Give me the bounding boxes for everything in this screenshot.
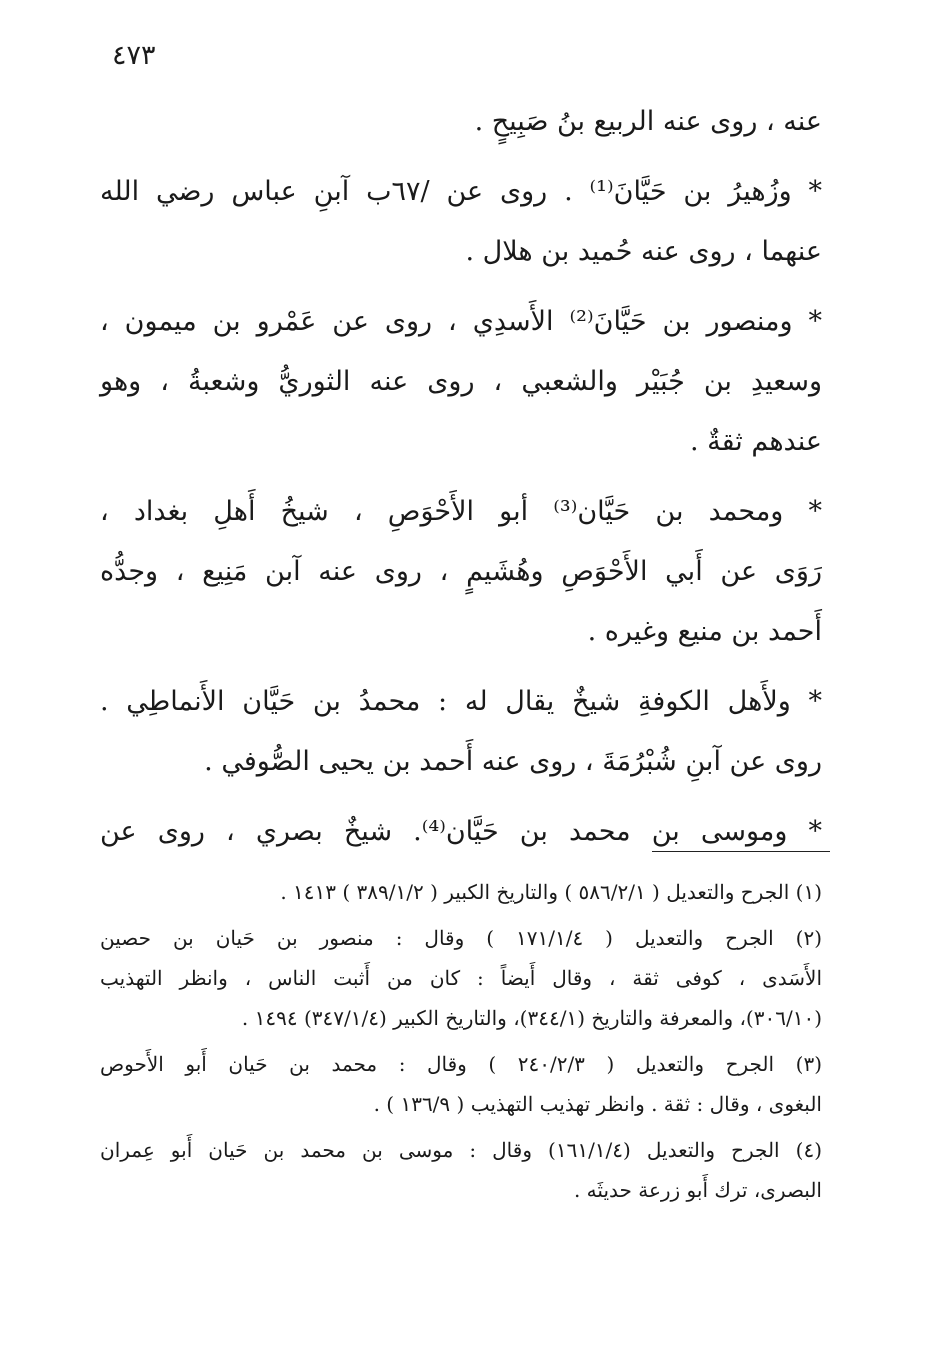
footnote-line: البغوى ، وقال : ثقة . وانظر تهذيب التهذيب ( ١٣٦/٩ ) .	[373, 1092, 822, 1116]
entry-continuation	[100, 92, 822, 152]
entry-kufa-shaykh	[100, 672, 822, 792]
footnote-line: (١) الجرح والتعديل ( ٥٨٦/٢/١ ) والتاريخ الكبير ( ٣٨٩/١/٢ ) ١٤١٣ .	[280, 880, 822, 904]
text-line: * وموسى بن محمد بن حَيَّان⁽⁴⁾. شيخٌ بصري ، روى عن	[100, 816, 822, 847]
footnote-3	[100, 1044, 822, 1124]
footnote-4	[100, 1130, 822, 1210]
page-number: ٤٧٣	[112, 40, 156, 71]
text-line: * ولأَهل الكوفةِ شيخٌ يقال له : محمدُ بن حَيَّان الأَنماطِي .	[100, 686, 822, 717]
text-line: * ومنصور بن حَيَّانَ⁽²⁾ الأَسدِي ، روى عن عَمْرو بن ميمون ،	[100, 306, 822, 337]
footnotes	[100, 872, 822, 1216]
text-line: * ومحمد بن حَيَّان⁽³⁾ أبو الأَحْوَصِ ، شيخُ أَهلِ بغداد ،	[100, 496, 822, 527]
entry-zuhair-ibn-hayyan	[100, 162, 822, 282]
text-line: * وزُهيرُ بن حَيَّانَ⁽¹⁾ . روى عن /٦٧ب آبنِ عباس رضي الله	[100, 176, 823, 207]
footnote-line: (٤) الجرح والتعديل (١٦١/١/٤) وقال : موسى بن محمد بن حَيان أَبو عِمران	[100, 1138, 823, 1162]
footnote-separator	[652, 851, 830, 852]
footnote-line: البصرى، ترك أَبو زرعة حديثَه .	[573, 1178, 822, 1202]
footnote-1	[100, 872, 822, 912]
entry-muhammad-ibn-hayyan	[100, 482, 822, 662]
text-line: أَحمد بن منيع وغيره .	[587, 616, 822, 647]
footnote-line: (٣) الجرح والتعديل ( ٢٤٠/٢/٣ ) وقال : محمد بن حَيان أَبو الأَحوص	[100, 1052, 822, 1076]
text-line: وسعيدِ بن جُبَيْر والشعبي ، روى عنه الثوريُّ وشعبةُ ، وهو	[100, 366, 822, 397]
entry-musa-ibn-muhammad	[100, 802, 822, 862]
footnote-line: (٣٠٦/١٠)، والمعرفة والتاريخ (٣٤٤/١)، والتاريخ الكبير (٣٤٧/١/٤) ١٤٩٤ .	[241, 1006, 822, 1030]
text-line: عندهم ثقةٌ .	[689, 426, 822, 457]
text-line: عنهما ، روى عنه حُميد بن هلال .	[465, 236, 822, 267]
entry-mansur-ibn-hayyan	[100, 292, 822, 472]
footnote-line: الأَسَدى ، كوفى ثقة ، وقال أَيضاً : كان من أَثبت الناس ، وانظر التهذيب	[100, 966, 822, 990]
footnote-line: (٢) الجرح والتعديل ( ١٧١/١/٤ ) وقال : منصور بن حَيان بن حصين	[100, 926, 822, 950]
main-text	[100, 92, 822, 872]
footnote-2	[100, 918, 822, 1038]
text-line: عنه ، روى عنه الربيع بنُ صَبِيحٍ .	[474, 106, 822, 137]
text-line: روى عن آبنِ شُبْرُمَةَ ، روى عنه أَحمد بن يحيى الصُّوفي .	[204, 746, 822, 777]
text-line: رَوَى عن أَبي الأَحْوَصِ وهُشَيمٍ ، روى عنه آبن مَنِيع ، وجدُّه	[100, 556, 822, 587]
